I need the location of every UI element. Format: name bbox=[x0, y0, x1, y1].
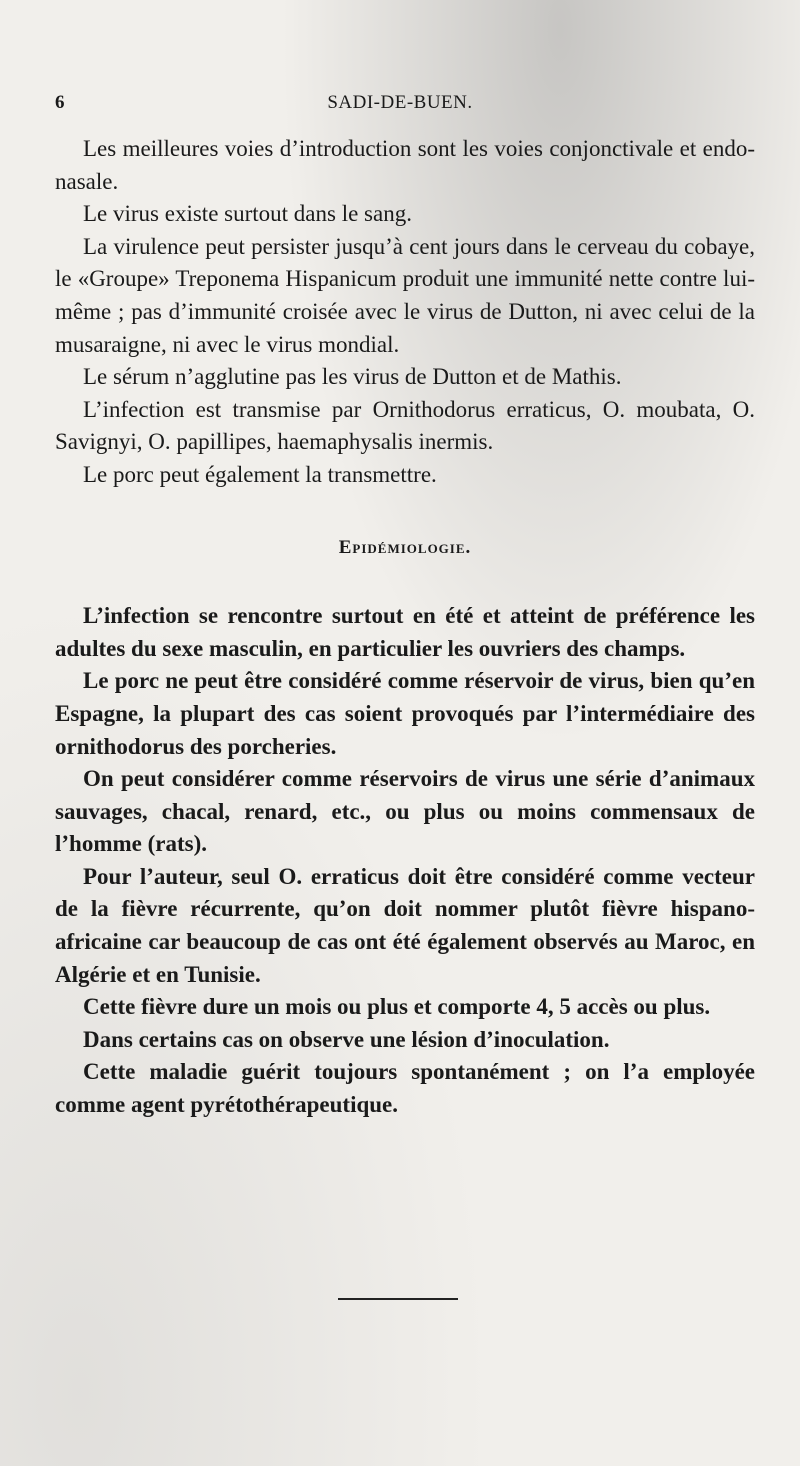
paragraph: Dans certains cas on observe une lésion d’inoculation. bbox=[83, 1026, 610, 1052]
paragraph: Cette maladie guérit toujours spontanément ; on l’a employée comme agent pyrétothérapeutique. bbox=[55, 1059, 755, 1118]
running-head: SADI-DE-BUEN. bbox=[327, 92, 473, 113]
paragraph: Les meilleures voies d’introduction sont les voies conjonctivale et endo-nasale. bbox=[55, 136, 755, 194]
paragraph: L’infection se rencontre surtout en été et atteint de préférence les adultes du sexe masculin, en particulier les ouvriers des champs. bbox=[55, 603, 755, 661]
paragraph: Le virus existe surtout dans le sang. bbox=[83, 201, 412, 227]
paragraph: On peut considérer comme réservoirs de virus une série d’animaux sauvages, chacal, renard, etc., ou plus ou moins commensaux de l’homme (rats). bbox=[55, 766, 755, 857]
paragraph: L’infection est transmise par Ornithodorus erraticus, O. moubata, O. Savignyi, O. papillipes, haemaphysalis inermis. bbox=[55, 396, 755, 455]
page-number: 6 bbox=[55, 92, 65, 113]
body-text bbox=[55, 133, 755, 1122]
paragraph: Pour l’auteur, seul O. erraticus doit être considéré comme vecteur de la fièvre récurrente, qu’on doit nommer plutôt fièvre hispano-africaine car beaucoup de cas ont été également observés au Maroc, en Algérie et en Tunisie. bbox=[55, 863, 755, 987]
paragraph: La virulence peut persister jusqu’à cent jours dans le cerveau du cobaye, le «Groupe» Treponema Hispanicum produit une immunité nette contre lui-même ; pas d’immunité croisée avec le virus de Dutton, ni avec celui de la musaraigne, ni avec le virus mondial. bbox=[55, 233, 755, 357]
paragraph: Le porc ne peut être considéré comme réservoir de virus, bien qu’en Espagne, la plupart des cas soient provoqués par l’intermédiaire des ornithodorus des porcheries. bbox=[55, 668, 755, 759]
paragraph: Cette fièvre dure un mois ou plus et comporte 4, 5 accès ou plus. bbox=[83, 994, 711, 1020]
end-rule bbox=[338, 1298, 458, 1300]
page-header bbox=[0, 92, 800, 122]
section-title: Epidémiologie. bbox=[338, 536, 472, 558]
paragraph: Le sérum n’agglutine pas les virus de Dutton et de Mathis. bbox=[83, 364, 622, 390]
paragraph: Le porc peut également la transmettre. bbox=[83, 461, 437, 487]
